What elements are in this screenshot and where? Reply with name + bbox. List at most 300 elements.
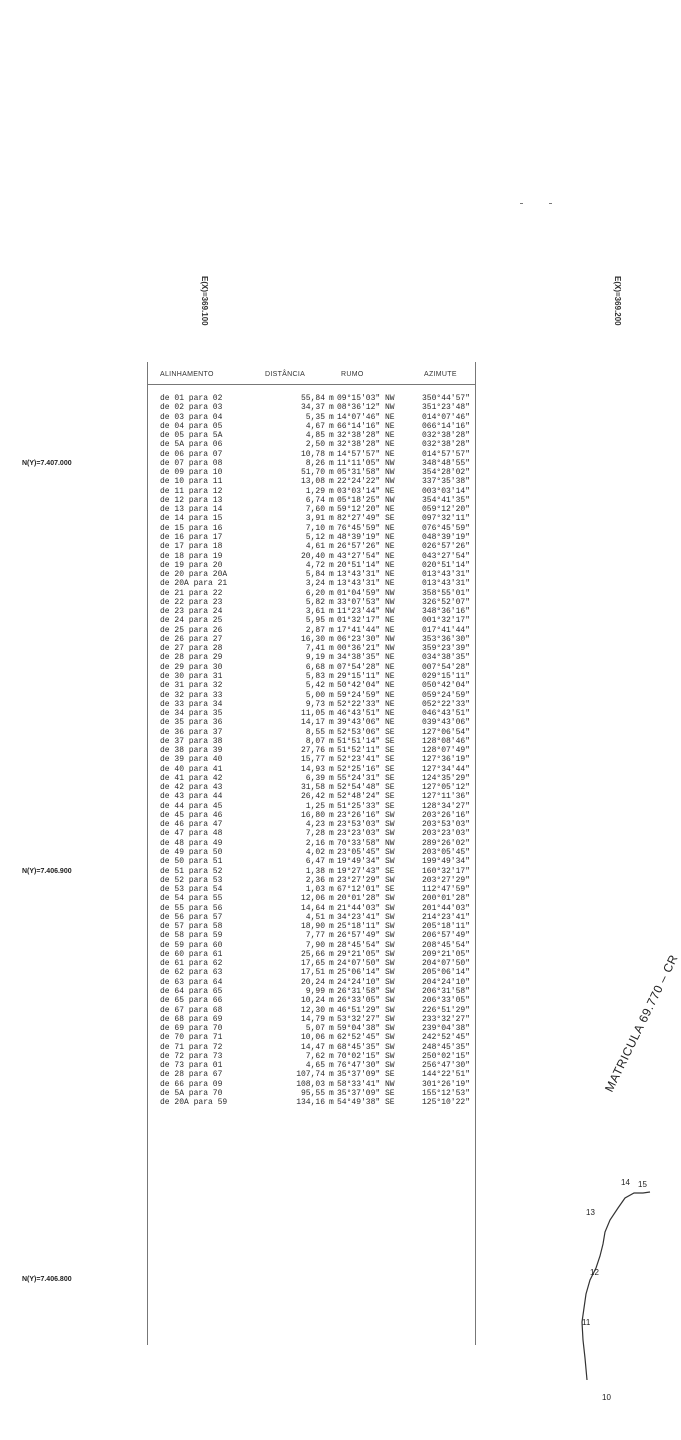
rumo-cell: 51°25'33" SE (337, 801, 395, 811)
distancia-cell: 9,73 (305, 699, 325, 709)
rumo-cell: 13°43'31" NE (337, 579, 395, 589)
unit-cell: m (329, 1033, 334, 1043)
distancia-cell: 9,99 (305, 987, 325, 996)
table-row (148, 672, 475, 681)
azimute-cell: 226°51'29" (422, 1005, 471, 1015)
azimute-cell: 239°04'38" (422, 1024, 471, 1034)
azimute-cell: 203°05'45" (422, 848, 471, 858)
table-row (148, 579, 475, 588)
unit-cell: m (329, 394, 334, 403)
azimute-cell: 214°23'41" (422, 912, 471, 922)
azimute-cell: 124°35'29" (422, 773, 471, 783)
distancia-cell: 26,42 (300, 792, 325, 802)
rumo-cell: 24°24'10" SW (337, 977, 395, 987)
table-row (148, 663, 475, 672)
unit-cell: m (329, 468, 334, 478)
table-row (148, 728, 475, 737)
table-row (148, 533, 475, 542)
alinhamento-cell: de 23 para 24 (160, 607, 223, 617)
rumo-cell: 07°54'28" NE (337, 662, 395, 672)
table-row (148, 802, 475, 811)
unit-cell: m (329, 653, 334, 663)
alinhamento-cell: de 55 para 56 (160, 903, 223, 913)
rumo-cell: 68°45'35" SW (337, 1042, 395, 1052)
northing-label-3: N(Y)=7.406.800 (22, 1276, 72, 1283)
alinhamento-cell: de 66 para 09 (160, 1079, 223, 1089)
alinhamento-cell: de 36 para 37 (160, 727, 223, 737)
alinhamento-cell: de 40 para 41 (160, 764, 223, 774)
rumo-cell: 46°51'29" SW (337, 1005, 395, 1015)
northing-label-1: N(Y)=7.407.000 (22, 460, 72, 467)
azimute-cell: 127°11'36" (422, 792, 471, 802)
azimute-cell: 059°12'20" (422, 505, 471, 515)
rumo-cell: 52°23'41" SE (337, 755, 395, 765)
table-row (148, 746, 475, 755)
table-row (148, 1089, 475, 1098)
azimute-cell: 203°53'03" (422, 820, 471, 830)
rumo-cell: 26°57'49" SW (337, 931, 395, 941)
alinhamento-cell: de 5A para 06 (160, 440, 223, 450)
alinhamento-cell: de 45 para 46 (160, 810, 223, 820)
distancia-cell: 16,30 (300, 634, 325, 644)
unit-cell: m (329, 848, 334, 858)
unit-cell: m (329, 1088, 334, 1098)
table-row (148, 570, 475, 579)
azimute-cell: 208°45'54" (422, 940, 471, 950)
table-header (148, 362, 475, 385)
unit-cell: m (329, 570, 334, 580)
unit-cell: m (329, 477, 334, 487)
alinhamento-cell: de 17 para 18 (160, 542, 223, 552)
distancia-cell: 5,42 (305, 681, 325, 691)
alinhamento-cell: de 14 para 15 (160, 514, 223, 524)
rumo-cell: 00°36'21" NW (337, 644, 395, 654)
easting-label-right: E(X)=369.200 (613, 276, 622, 326)
azimute-cell: 127°06'54" (422, 727, 471, 737)
azimute-cell: 003°03'14" (422, 486, 471, 496)
distancia-cell: 8,07 (305, 736, 325, 746)
distancia-cell: 4,65 (305, 1061, 325, 1071)
alinhamento-cell: de 10 para 11 (160, 477, 223, 487)
table-row (148, 450, 475, 459)
table-row (148, 403, 475, 412)
table-row (148, 561, 475, 570)
table-row (148, 1024, 475, 1033)
table-row (148, 394, 475, 403)
unit-cell: m (329, 718, 334, 728)
table-row (148, 431, 475, 440)
azimute-cell: 046°43'51" (422, 709, 471, 719)
unit-cell: m (329, 773, 334, 783)
distancia-cell: 2,36 (305, 875, 325, 885)
distancia-cell: 14,47 (300, 1042, 325, 1052)
azimute-cell: 052°22'33" (422, 699, 471, 709)
table-row (148, 1080, 475, 1089)
table-row (148, 440, 475, 449)
unit-cell: m (329, 403, 334, 413)
rumo-cell: 08°36'12" NW (337, 403, 395, 413)
unit-cell: m (329, 449, 334, 459)
unit-cell: m (329, 764, 334, 774)
unit-cell: m (329, 875, 334, 885)
alinhamento-cell: de 61 para 62 (160, 959, 223, 969)
alinhamento-cell: de 53 para 54 (160, 885, 223, 895)
alinhamento-cell: de 25 para 26 (160, 625, 223, 635)
rumo-cell: 48°39'19" NE (337, 532, 395, 542)
azimute-cell: 200°01'28" (422, 894, 471, 904)
azimute-cell: 014°57'57" (422, 449, 471, 459)
alinhamento-cell: de 29 para 30 (160, 662, 223, 672)
distancia-cell: 5,35 (305, 412, 325, 422)
rumo-cell: 54°49'38" SE (337, 1098, 395, 1108)
azimute-cell: 301°26'19" (422, 1079, 471, 1089)
table-row (148, 792, 475, 801)
table-row (148, 913, 475, 922)
azimute-cell: 032°38'28" (422, 431, 471, 441)
unit-cell: m (329, 801, 334, 811)
table-row (148, 959, 475, 968)
rumo-cell: 70°33'58" NW (337, 838, 395, 848)
rumo-cell: 26°57'26" NE (337, 542, 395, 552)
distancia-cell: 2,87 (305, 625, 325, 635)
table-row (148, 1061, 475, 1070)
rumo-cell: 20°01'28" SW (337, 894, 395, 904)
table-row (148, 867, 475, 876)
table-row (148, 894, 475, 903)
rumo-cell: 76°45'59" NE (337, 523, 395, 533)
unit-cell: m (329, 810, 334, 820)
distancia-cell: 55,84 (300, 394, 325, 403)
unit-cell: m (329, 1042, 334, 1052)
azimute-cell: 127°34'44" (422, 764, 471, 774)
azimute-cell: 112°47'59" (422, 885, 471, 895)
rumo-cell: 06°23'30" NW (337, 634, 395, 644)
unit-cell: m (329, 857, 334, 867)
rumo-cell: 52°25'16" SE (337, 764, 395, 774)
azimute-cell: 354°28'02" (422, 468, 471, 478)
azimute-cell: 206°57'49" (422, 931, 471, 941)
unit-cell: m (329, 987, 334, 996)
alinhamento-cell: de 59 para 60 (160, 940, 223, 950)
rumo-cell: 39°43'06" NE (337, 718, 395, 728)
unit-cell: m (329, 727, 334, 737)
unit-cell: m (329, 1014, 334, 1024)
unit-cell: m (329, 625, 334, 635)
table-row (148, 931, 475, 940)
azimute-cell: 350°44'57" (422, 394, 471, 403)
table-row (148, 755, 475, 764)
header-rumo: RUMO (341, 371, 364, 378)
distancia-cell: 5,07 (305, 1024, 325, 1034)
distancia-cell: 134,16 (296, 1098, 325, 1108)
alinhamento-cell: de 26 para 27 (160, 634, 223, 644)
alinhamento-cell: de 35 para 36 (160, 718, 223, 728)
unit-cell: m (329, 1070, 334, 1080)
distancia-cell: 12,06 (300, 894, 325, 904)
alinhamento-cell: de 15 para 16 (160, 523, 223, 533)
azimute-cell: 032°38'28" (422, 440, 471, 450)
distancia-cell: 25,66 (300, 949, 325, 959)
unit-cell: m (329, 486, 334, 496)
azimute-cell: 203°27'29" (422, 875, 471, 885)
distancia-cell: 20,24 (300, 977, 325, 987)
unit-cell: m (329, 634, 334, 644)
unit-cell: m (329, 968, 334, 978)
distancia-cell: 9,19 (305, 653, 325, 663)
distancia-cell: 13,08 (300, 477, 325, 487)
rumo-cell: 32°38'28" NE (337, 431, 395, 441)
unit-cell: m (329, 977, 334, 987)
alinhamento-cell: de 51 para 52 (160, 866, 223, 876)
azimute-cell: 206°31'58" (422, 987, 471, 996)
table-row (148, 829, 475, 838)
distancia-cell: 7,10 (305, 523, 325, 533)
alinhamento-cell: de 13 para 14 (160, 505, 223, 515)
table-row (148, 950, 475, 959)
azimute-cell: 001°32'17" (422, 616, 471, 626)
azimute-cell: 209°21'05" (422, 949, 471, 959)
table-row (148, 820, 475, 829)
alinhamento-cell: de 68 para 69 (160, 1014, 223, 1024)
table-row (148, 774, 475, 783)
azimute-cell: 199°49'34" (422, 857, 471, 867)
alinhamento-cell: de 32 para 33 (160, 690, 223, 700)
rumo-cell: 11°23'44" NW (337, 607, 395, 617)
table-row (148, 1052, 475, 1061)
azimute-cell: 127°36'19" (422, 755, 471, 765)
distancia-cell: 7,60 (305, 505, 325, 515)
table-row (148, 1043, 475, 1052)
table-row (148, 681, 475, 690)
unit-cell: m (329, 885, 334, 895)
unit-cell: m (329, 1098, 334, 1108)
distancia-cell: 15,77 (300, 755, 325, 765)
distancia-cell: 1,38 (305, 866, 325, 876)
alinhamento-cell: de 12 para 13 (160, 495, 223, 505)
rumo-cell: 23°53'03" SW (337, 820, 395, 830)
distancia-cell: 8,26 (305, 458, 325, 468)
distancia-cell: 3,91 (305, 514, 325, 524)
table-row (148, 1033, 475, 1042)
rumo-cell: 21°44'03" SW (337, 903, 395, 913)
table-row (148, 644, 475, 653)
alinhamento-cell: de 73 para 01 (160, 1061, 223, 1071)
distancia-cell: 6,47 (305, 857, 325, 867)
table-row (148, 616, 475, 625)
table-row (148, 477, 475, 486)
table-row (148, 626, 475, 635)
unit-cell: m (329, 1061, 334, 1071)
azimute-cell: 353°36'30" (422, 634, 471, 644)
alinhamento-cell: de 05 para 5A (160, 431, 223, 441)
azimute-cell: 034°38'35" (422, 653, 471, 663)
scan-mark (520, 203, 523, 204)
alinhamento-cell: de 20A para 59 (160, 1098, 228, 1108)
azimute-cell: 204°24'10" (422, 977, 471, 987)
distancia-cell: 1,03 (305, 885, 325, 895)
unit-cell: m (329, 1024, 334, 1034)
distancia-cell: 5,12 (305, 532, 325, 542)
distancia-cell: 4,51 (305, 912, 325, 922)
table-row (148, 839, 475, 848)
rumo-cell: 43°27'54" NE (337, 551, 395, 561)
distancia-cell: 2,50 (305, 440, 325, 450)
table-row (148, 598, 475, 607)
rumo-cell: 23°27'29" SW (337, 875, 395, 885)
alinhamento-cell: de 46 para 47 (160, 820, 223, 830)
distancia-cell: 95,55 (300, 1088, 325, 1098)
distancia-cell: 6,74 (305, 495, 325, 505)
table-row (148, 514, 475, 523)
alinhamento-cell: de 03 para 04 (160, 412, 223, 422)
alinhamento-cell: de 24 para 25 (160, 616, 223, 626)
rumo-cell: 24°07'50" SW (337, 959, 395, 969)
easting-label-left: E(X)=369.100 (200, 276, 209, 326)
unit-cell: m (329, 1079, 334, 1089)
azimute-cell: 242°52'45" (422, 1033, 471, 1043)
alinhamento-cell: de 20A para 21 (160, 579, 228, 589)
azimute-cell: 029°15'11" (422, 671, 471, 681)
rumo-cell: 11°11'05" NW (337, 458, 395, 468)
rumo-cell: 05°18'25" NW (337, 495, 395, 505)
scan-mark (549, 203, 552, 204)
unit-cell: m (329, 431, 334, 441)
rumo-cell: 51°52'11" SE (337, 746, 395, 756)
vertex-label-12: 12 (590, 1268, 599, 1277)
table-row (148, 968, 475, 977)
rumo-cell: 51°51'14" SE (337, 736, 395, 746)
distancia-cell: 14,79 (300, 1014, 325, 1024)
unit-cell: m (329, 616, 334, 626)
alinhamento-cell: de 30 para 31 (160, 671, 223, 681)
distancia-cell: 7,41 (305, 644, 325, 654)
alinhamento-cell: de 01 para 02 (160, 394, 223, 403)
rumo-cell: 25°06'14" SW (337, 968, 395, 978)
azimute-cell: 007°54'28" (422, 662, 471, 672)
table-row (148, 885, 475, 894)
azimute-cell: 256°47'30" (422, 1061, 471, 1071)
rumo-cell: 62°52'45" SW (337, 1033, 395, 1043)
table-row (148, 1098, 475, 1107)
unit-cell: m (329, 514, 334, 524)
rumo-cell: 34°38'35" NE (337, 653, 395, 663)
rumo-cell: 01°04'59" NW (337, 588, 395, 598)
table-row (148, 505, 475, 514)
azimute-cell: 017°41'44" (422, 625, 471, 635)
rumo-cell: 03°03'14" NE (337, 486, 395, 496)
distancia-cell: 14,17 (300, 718, 325, 728)
distancia-cell: 34,37 (300, 403, 325, 413)
table-row (148, 857, 475, 866)
distancia-cell: 17,65 (300, 959, 325, 969)
distancia-cell: 6,39 (305, 773, 325, 783)
unit-cell: m (329, 607, 334, 617)
table-row (148, 524, 475, 533)
rumo-cell: 09°15'03" NW (337, 394, 395, 403)
alinhamento-cell: de 28 para 29 (160, 653, 223, 663)
distancia-cell: 2,16 (305, 838, 325, 848)
unit-cell: m (329, 588, 334, 598)
azimute-cell: 337°35'38" (422, 477, 471, 487)
rumo-cell: 14°57'57" NE (337, 449, 395, 459)
distancia-cell: 6,68 (305, 662, 325, 672)
table-row (148, 941, 475, 950)
rumo-cell: 13°43'31" NE (337, 570, 395, 580)
distancia-cell: 1,25 (305, 801, 325, 811)
azimute-cell: 326°52'07" (422, 597, 471, 607)
azimute-cell: 248°45'35" (422, 1042, 471, 1052)
table-row (148, 848, 475, 857)
azimute-cell: 348°48'55" (422, 458, 471, 468)
alinhamento-cell: de 42 para 43 (160, 783, 223, 793)
azimute-cell: 059°24'59" (422, 690, 471, 700)
distancia-cell: 11,05 (300, 709, 325, 719)
azimute-cell: 144°22'51" (422, 1070, 471, 1080)
azimute-cell: 155°12'53" (422, 1088, 471, 1098)
alinhamento-cell: de 54 para 55 (160, 894, 223, 904)
alinhamento-cell: de 41 para 42 (160, 773, 223, 783)
unit-cell: m (329, 746, 334, 756)
unit-cell: m (329, 421, 334, 431)
table-row (148, 876, 475, 885)
unit-cell: m (329, 560, 334, 570)
alinhamento-cell: de 63 para 64 (160, 977, 223, 987)
distancia-cell: 4,85 (305, 431, 325, 441)
rumo-cell: 23°26'16" SW (337, 810, 395, 820)
unit-cell: m (329, 551, 334, 561)
rumo-cell: 53°32'27" SW (337, 1014, 395, 1024)
table-row (148, 987, 475, 996)
rumo-cell: 32°38'28" NE (337, 440, 395, 450)
unit-cell: m (329, 829, 334, 839)
unit-cell: m (329, 1051, 334, 1061)
alinhamento-cell: de 38 para 39 (160, 746, 223, 756)
header-azimute: AZIMUTE (424, 371, 457, 378)
unit-cell: m (329, 458, 334, 468)
alinhamento-cell: de 07 para 08 (160, 458, 223, 468)
azimute-cell: 201°44'03" (422, 903, 471, 913)
alinhamento-cell: de 47 para 48 (160, 829, 223, 839)
azimute-cell: 289°26'02" (422, 838, 471, 848)
distancia-cell: 4,23 (305, 820, 325, 830)
unit-cell: m (329, 412, 334, 422)
distancia-cell: 18,90 (300, 922, 325, 932)
distancia-cell: 7,90 (305, 940, 325, 950)
table-row (148, 635, 475, 644)
rumo-cell: 29°21'05" SW (337, 949, 395, 959)
distancia-cell: 27,76 (300, 746, 325, 756)
distancia-cell: 1,29 (305, 486, 325, 496)
distancia-cell: 31,58 (300, 783, 325, 793)
unit-cell: m (329, 440, 334, 450)
rumo-cell: 66°14'16" NE (337, 421, 395, 431)
unit-cell: m (329, 495, 334, 505)
rumo-cell: 23°23'03" SW (337, 829, 395, 839)
azimute-cell: 205°18'11" (422, 922, 471, 932)
azimute-cell: 039°43'06" (422, 718, 471, 728)
table-row (148, 691, 475, 700)
unit-cell: m (329, 783, 334, 793)
azimute-cell: 026°57'26" (422, 542, 471, 552)
distancia-cell: 7,28 (305, 829, 325, 839)
alinhamento-cell: de 52 para 53 (160, 875, 223, 885)
azimute-cell: 203°23'03" (422, 829, 471, 839)
azimute-cell: 076°45'59" (422, 523, 471, 533)
table-row (148, 607, 475, 616)
azimute-cell: 205°06'14" (422, 968, 471, 978)
lot-boundary-line (560, 1180, 648, 1390)
azimute-cell: 204°07'50" (422, 959, 471, 969)
